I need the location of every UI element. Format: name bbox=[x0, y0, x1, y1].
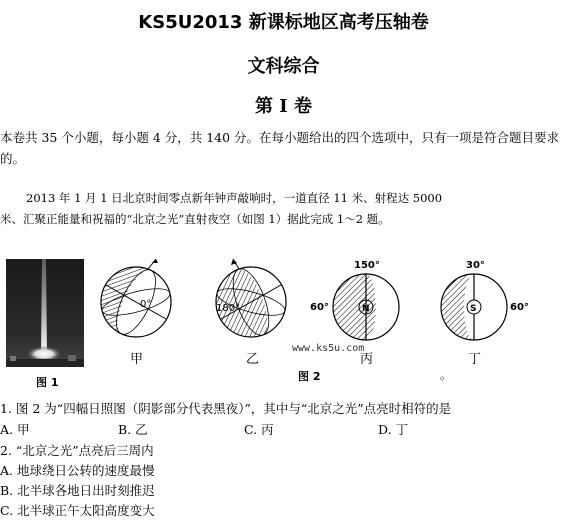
figure-2-caption: 图 2 bbox=[298, 370, 321, 383]
globe-bing-top: 150° bbox=[354, 260, 380, 271]
globe-ding-label: 丁 bbox=[468, 352, 482, 367]
question-1-option-d: D. 丁 bbox=[378, 422, 409, 437]
globe-yi-angle: 180° bbox=[216, 303, 241, 314]
globe-bing-label: 丙 bbox=[360, 352, 374, 367]
globe-ding-pole: S bbox=[470, 304, 477, 314]
sunlight-diagrams bbox=[96, 255, 529, 385]
exam-title: KS5U2013 新课标地区高考压轴卷 bbox=[138, 12, 429, 33]
question-1-option-b: B. 乙 bbox=[118, 422, 148, 437]
section-title: 第 I 卷 bbox=[255, 96, 312, 117]
globe-bing-pole: N bbox=[362, 304, 370, 314]
question-2-option-b: B. 北半球各地日出时刻推迟 bbox=[0, 483, 155, 498]
question-1-option-a: A. 甲 bbox=[0, 422, 30, 437]
exam-subtitle: 文科综合 bbox=[247, 56, 320, 77]
question-2-option-a: A. 地球绕日公转的速度最慢 bbox=[0, 463, 155, 478]
globe-yi bbox=[206, 259, 287, 347]
globe-ding-top: 30° bbox=[466, 260, 485, 271]
globe-ding bbox=[441, 260, 529, 340]
passage-line-2: 米、汇聚正能量和祝福的“北京之光”直射夜空（如图 1）据此完成 1～2 题。 bbox=[0, 212, 390, 226]
question-2-stem: 2. “北京之光”点亮后三周内 bbox=[0, 443, 154, 458]
question-2-option-c: C. 北半球正午太阳高度变大 bbox=[0, 503, 155, 518]
figure-1-caption: 图 1 bbox=[36, 376, 59, 389]
globe-bing-left: 60° bbox=[310, 302, 329, 313]
question-1-option-c: C. 丙 bbox=[244, 422, 274, 437]
instructions: 本卷共 35 个小题，每小题 4 分，共 140 分。在每小题给出的四个选项中，只有一项是符合题目要求的。 bbox=[0, 130, 560, 166]
globe-jia-label: 甲 bbox=[130, 352, 144, 367]
stray-dot: 。 bbox=[440, 368, 453, 382]
globe-bing bbox=[310, 260, 399, 340]
globe-yi-label: 乙 bbox=[246, 352, 260, 367]
beijing-light-photo bbox=[6, 259, 84, 367]
watermark: www.ks5u.com bbox=[292, 343, 365, 354]
passage-line-1: 2013 年 1 月 1 日北京时间零点新年钟声敲响时，一道直径 11 米、射程达 5000 bbox=[26, 191, 443, 205]
globe-jia-angle: 0° bbox=[140, 299, 152, 310]
globe-ding-right: 60° bbox=[510, 302, 529, 313]
passage bbox=[0, 188, 565, 230]
question-1-stem: 1. 图 2 为“四幅日照图（阴影部分代表黑夜）”，其中与“北京之光”点亮时相符的是 bbox=[0, 401, 452, 416]
light-beam-image bbox=[6, 259, 84, 367]
globe-jia bbox=[89, 255, 172, 339]
